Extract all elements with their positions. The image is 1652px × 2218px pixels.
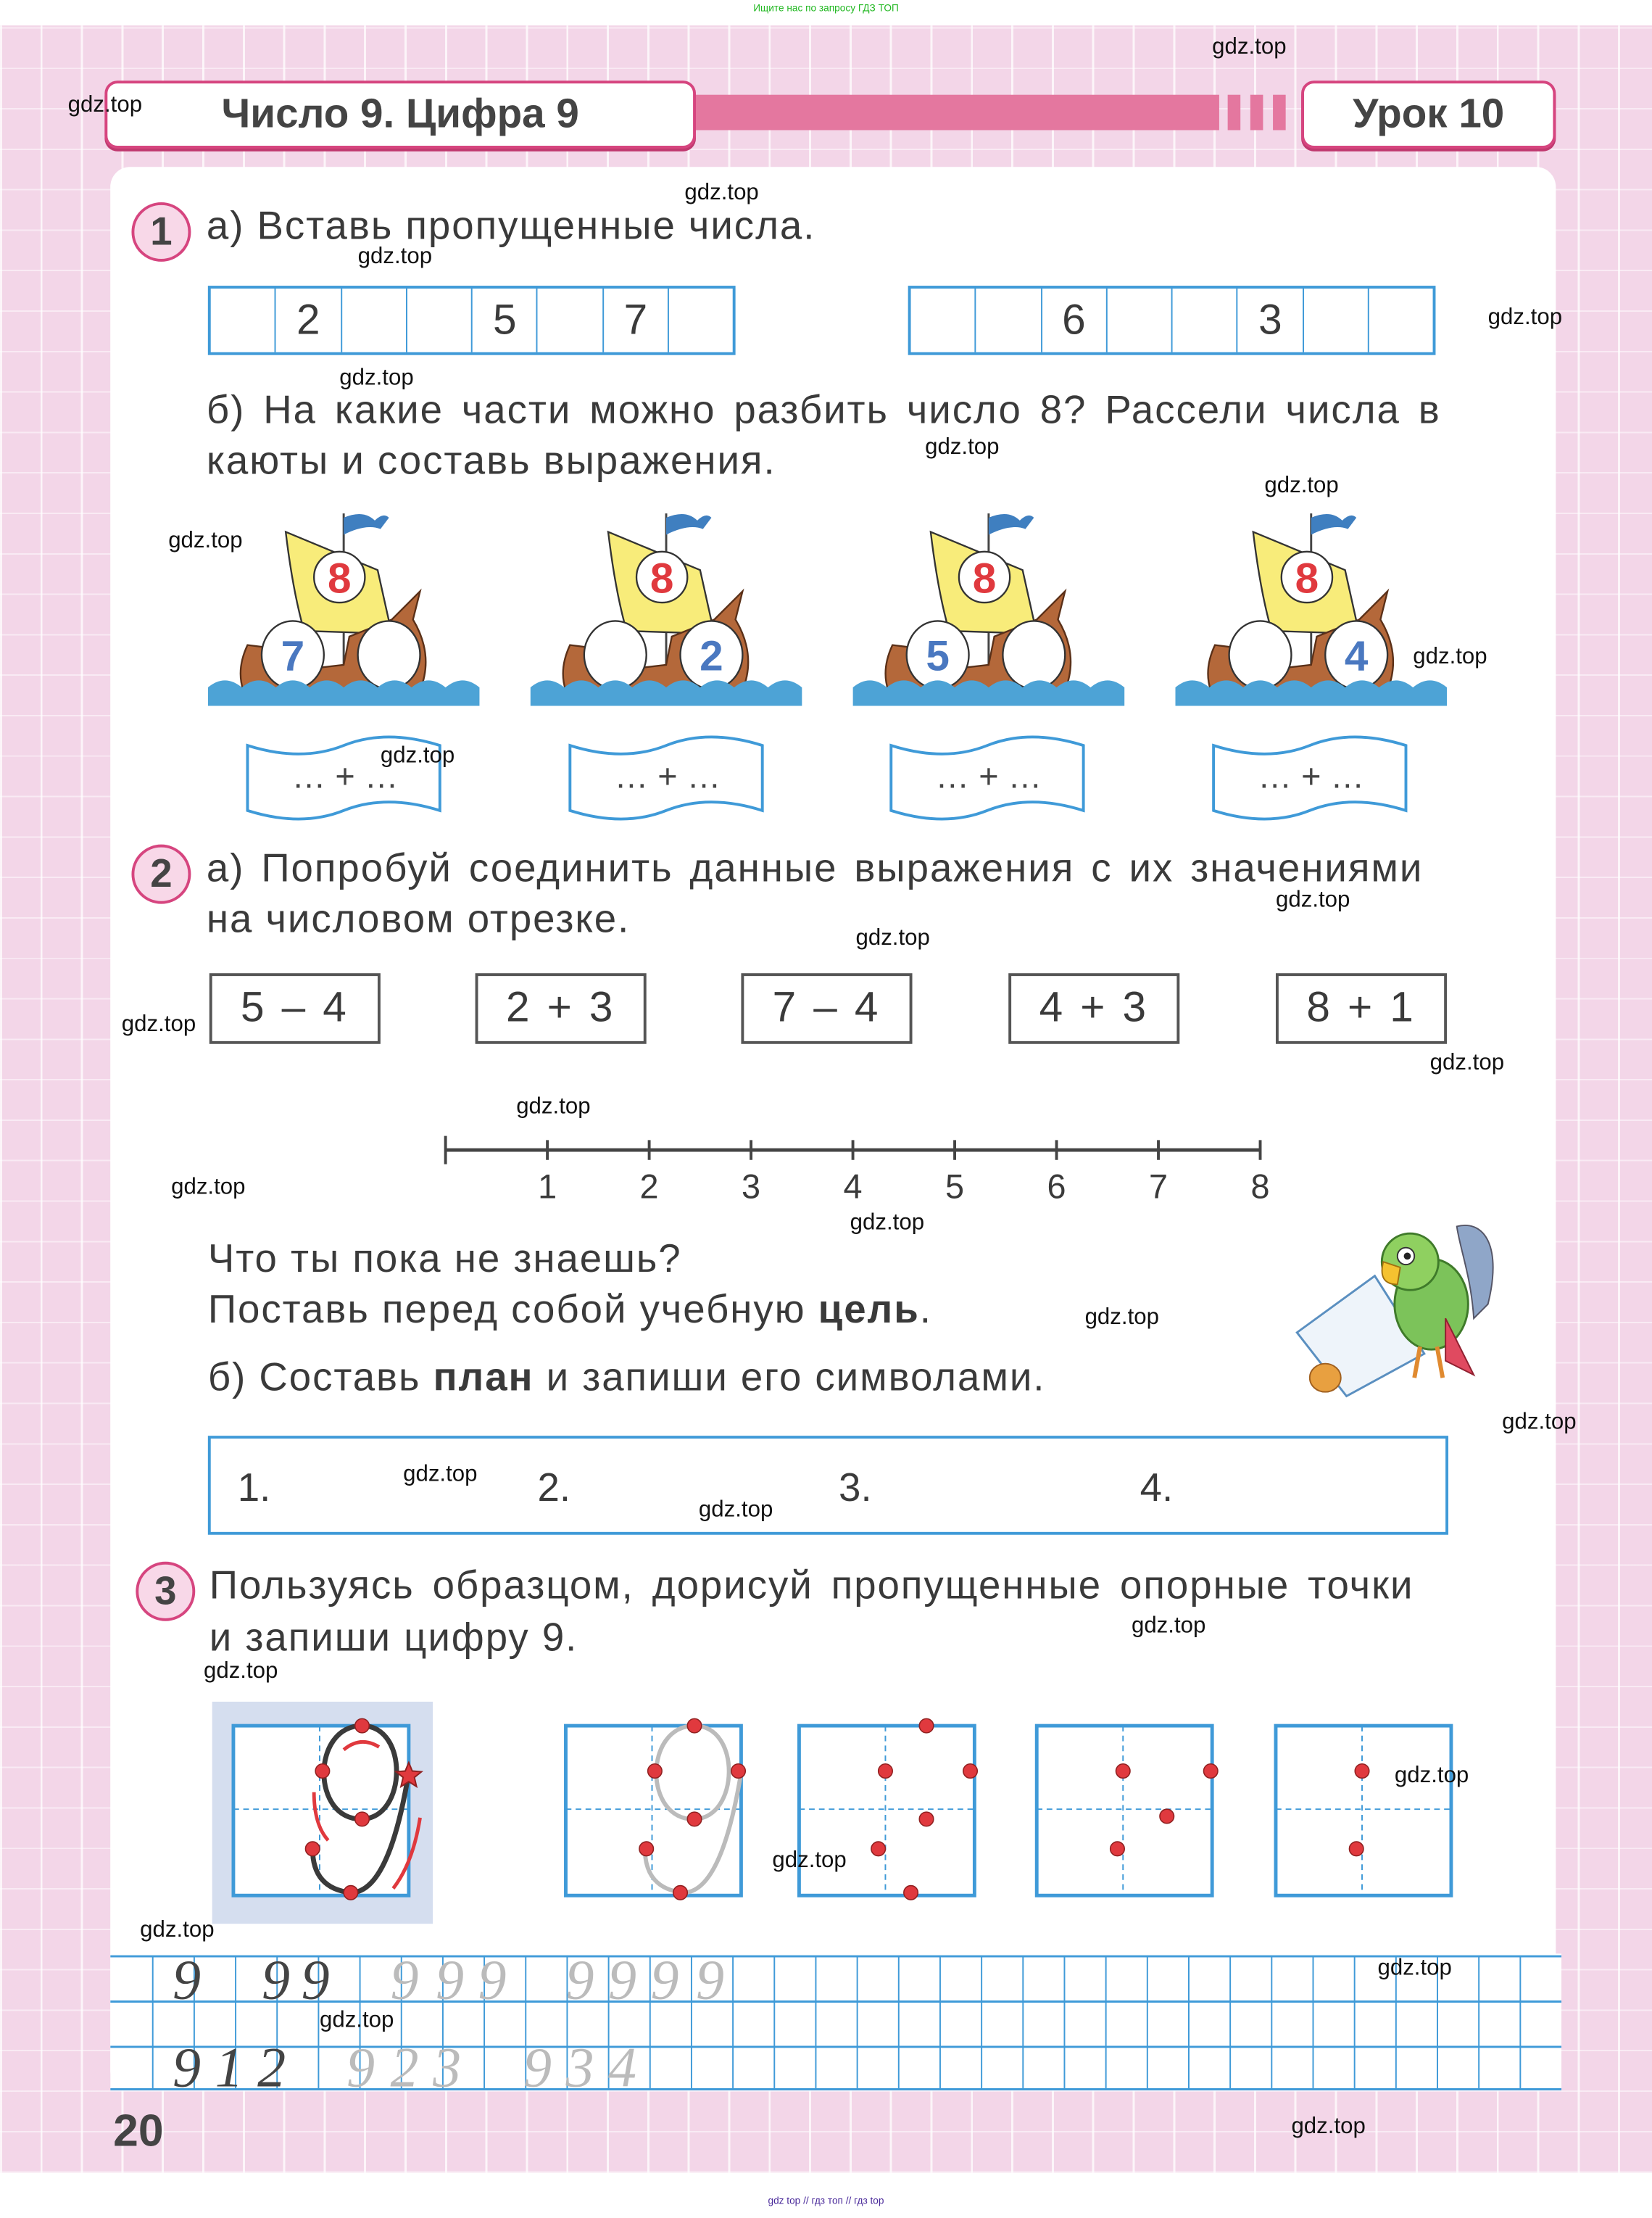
goal-suffix: . [919,1287,932,1331]
reference-dot [648,1764,663,1779]
expression-banner[interactable] [1211,732,1411,825]
watermark: gdz.top [357,244,433,269]
flag-icon [1311,514,1356,534]
sample-digit: 9 [173,2035,202,2100]
number-cell[interactable] [211,289,276,352]
number-cell[interactable] [1369,289,1433,352]
plan-step-label: 2. [537,1465,571,1510]
number-cell[interactable] [1304,289,1369,352]
cabin-right [358,621,420,689]
trace-digit: 3 [565,2035,594,2100]
number-cell: 3 [1238,289,1303,352]
reference-dot [904,1886,918,1900]
expression-placeholder: … + … [935,757,1042,795]
tick-label: 5 [945,1168,965,1207]
task1-b-line2: каюты и составь выражения. [206,438,776,483]
number-cell[interactable] [1173,289,1238,352]
reference-dot [687,1718,702,1733]
tick-label: 2 [639,1168,659,1207]
reference-dot [963,1764,978,1779]
boat-illustration [208,506,483,707]
watermark: gdz.top [339,366,414,391]
sample-digit: 2 [257,2035,286,2100]
task2-b-text [208,1355,1046,1400]
reference-dot [879,1764,893,1779]
plan-step-label: 1. [237,1465,271,1510]
watermark: gdz.top [1131,1613,1206,1639]
number-cell[interactable] [669,289,733,352]
reference-dot [305,1842,320,1856]
goal-text [208,1287,932,1332]
cabin-left [584,621,647,689]
number-cell: 7 [604,289,669,352]
cabin-right [1003,621,1065,689]
bottom-note: gdz top // гдз топ // гдз top [768,2196,884,2207]
watermark: gdz.top [1291,2114,1366,2139]
plan-step-label: 4. [1140,1465,1174,1510]
tick-label: 4 [843,1168,863,1207]
boat-illustration [853,506,1129,707]
b-bold: план [433,1354,534,1399]
b-suffix: и запиши его символами. [534,1354,1046,1399]
tick-label: 7 [1148,1168,1169,1207]
trace-digit: 4 [608,2035,637,2100]
watermark: gdz.top [1413,645,1487,669]
trace-digit: 9 [650,1948,679,2012]
trace-digit: 3 [433,2035,462,2100]
reference-dot [919,1812,934,1826]
expression-box[interactable]: 8 + 1 [1276,973,1447,1044]
watermark: gdz.top [850,1210,925,1236]
number-cell[interactable] [341,289,407,352]
number-cell[interactable] [538,289,603,352]
watermark: gdz.top [203,1659,278,1684]
trace-digit: 9 [478,1948,507,2012]
watermark: gdz.top [67,93,143,117]
sail-number: 8 [1295,555,1319,603]
watermark: gdz.top [140,1918,215,1942]
task-number-badge: 2 [131,845,191,904]
task1-b-line1: б) На какие части можно разбить число 8? Рассели числа в [206,387,1441,432]
reference-dot [1203,1764,1218,1779]
parrot-illustration [1290,1220,1516,1404]
reference-dot [673,1886,688,1900]
flag-icon [989,514,1034,534]
sample-digit: 1 [215,2035,244,2100]
trace-digit: 2 [390,2035,419,2100]
reference-dot [871,1842,886,1856]
watermark: gdz.top [1394,1763,1469,1788]
cabin-left [1229,621,1292,689]
number-cell: 2 [276,289,341,352]
number-cell[interactable] [407,289,473,352]
digit-tracing-cells [0,1690,1652,1937]
sail-number: 8 [328,555,352,603]
plan-input-box[interactable] [208,1436,1448,1535]
watermark: gdz.top [772,1848,847,1873]
reference-dot [1116,1764,1130,1779]
watermark: gdz.top [855,926,930,951]
cabin-number: 5 [926,632,950,680]
header-bar [693,95,1219,131]
number-row-1 [208,286,736,355]
b-prefix: б) Составь [207,1354,433,1399]
watermark: gdz.top [1212,35,1287,59]
boat-illustration [1175,506,1450,707]
header-stripe [1273,95,1286,131]
reference-dot [1160,1809,1174,1824]
flag-icon [666,514,711,534]
trace-digit: 9 [608,1948,637,2012]
expression-box[interactable]: 5 – 4 [209,973,381,1044]
top-note: Ищите нас по запросу ГДЗ ТОП [753,4,899,15]
sample-digit: 9 [261,1948,290,2012]
expression-placeholder: … + … [1258,757,1365,795]
trace-digit: 9 [390,1948,419,2012]
watermark: gdz.top [1084,1305,1159,1330]
header-stripe [1250,95,1263,131]
watermark: gdz.top [1377,1956,1452,1981]
reference-dot [687,1812,702,1826]
watermark: gdz.top [1502,1410,1577,1435]
task-number-badge: 3 [136,1562,195,1621]
watermark: gdz.top [168,529,243,553]
task-number-badge: 1 [131,202,191,262]
watermark: gdz.top [319,2008,394,2033]
lesson-title: Число 9. Цифра 9 [104,80,696,149]
trace-digit: 9 [523,2035,552,2100]
expression-placeholder: … + … [614,757,721,795]
expression-banner[interactable] [567,732,768,825]
task3-line1: Пользуясь образцом, дорисуй пропущенные опорные точки [209,1563,1414,1607]
cabin-number: 2 [700,632,723,680]
tick-label: 8 [1250,1168,1270,1207]
reference-dot [344,1886,358,1900]
watermark: gdz.top [403,1462,478,1487]
watermark: gdz.top [925,435,1000,460]
expression-box[interactable]: 2 + 3 [476,973,647,1044]
goal-bold: цель [818,1287,920,1331]
expression-placeholder: … + … [291,757,399,795]
trace-digit: 9 [565,1948,594,2012]
tick-label: 1 [538,1168,557,1207]
reference-dot [315,1764,330,1779]
expression-box[interactable]: 4 + 3 [1008,973,1179,1044]
task2-a-line2: на числовом отрезке. [206,896,631,941]
flag-icon [344,514,389,534]
number-cell[interactable] [911,289,976,352]
watermark: gdz.top [1429,1051,1505,1075]
page-number: 20 [113,2104,164,2156]
cabin-number: 4 [1344,632,1369,680]
watermark: gdz.top [171,1175,246,1200]
watermark: gdz.top [684,181,759,205]
number-row-2 [908,286,1437,355]
boat-illustration [531,506,806,707]
sample-digit: 9 [301,1948,330,2012]
sail-number: 8 [972,555,997,603]
reference-dot [731,1764,746,1779]
watermark: gdz.top [1487,305,1563,330]
expression-box[interactable]: 7 – 4 [741,973,912,1044]
expression-banner[interactable] [888,732,1089,825]
trace-digit: 9 [695,1948,725,2012]
watermark: gdz.top [698,1498,773,1523]
number-cell[interactable] [976,289,1042,352]
header-stripe [1228,95,1241,131]
reference-dot [919,1718,934,1733]
cabin-number: 7 [281,632,305,680]
reference-dot [1355,1764,1369,1779]
watermark: gdz.top [1275,888,1350,913]
reference-dot [639,1842,654,1856]
watermark: gdz.top [1264,473,1339,498]
watermark: gdz.top [516,1094,591,1120]
task3-line2: и запиши цифру 9. [209,1615,578,1660]
tick-label: 6 [1047,1168,1066,1207]
task1-a-text: а) Вставь пропущенные числа. [206,203,816,248]
number-cell: 6 [1042,289,1107,352]
watermark: gdz.top [121,1012,196,1038]
number-cell: 5 [473,289,538,352]
reference-dot [1349,1842,1363,1856]
tick-label: 3 [742,1168,761,1207]
sail-number: 8 [649,555,674,603]
lesson-number: Урок 10 [1301,80,1556,149]
trace-digit: 9 [435,1948,464,2012]
sample-digit: 9 [173,1948,202,2012]
watermark: gdz.top [380,744,455,769]
tracing-cell [1037,1726,1212,1895]
reference-dot [1111,1842,1125,1856]
reference-dot [355,1718,370,1733]
plan-step-label: 3. [839,1465,872,1510]
question-text: Что ты пока не знаешь? [207,1236,682,1280]
tracing-cell [1276,1726,1451,1895]
task2-a-line1: а) Попробуй соединить данные выражения с их значениями [206,845,1424,890]
number-cell[interactable] [1108,289,1173,352]
reference-dot [355,1812,370,1826]
goal-prefix: Поставь перед собой учебную [207,1287,818,1331]
trace-digit: 9 [346,2035,375,2100]
